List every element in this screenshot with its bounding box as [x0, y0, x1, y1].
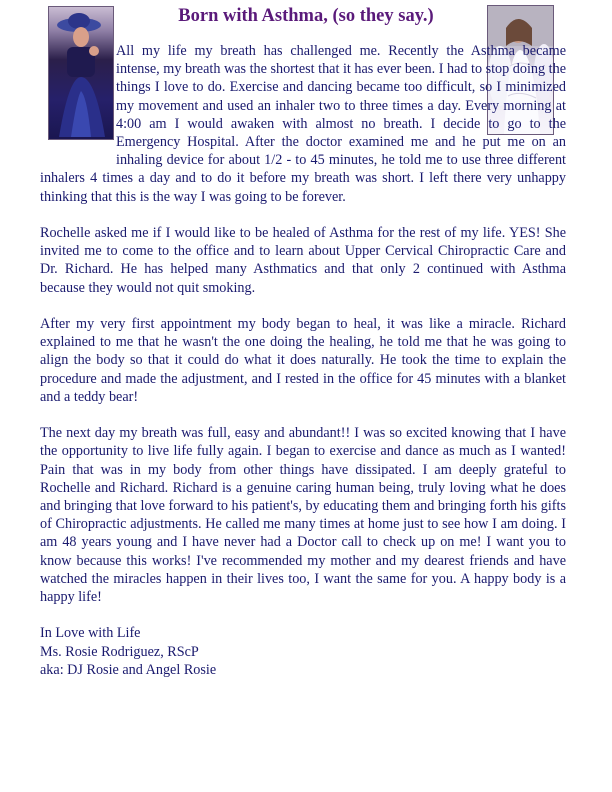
signature-aka: aka: DJ Rosie and Angel Rosie [40, 661, 217, 678]
image-wrap-space [40, 42, 116, 168]
paragraph-2: Rochelle asked me if I would like to be healed of Asthma for the rest of my life. YES! She invited me to come to the office and to learn about Upper Cervical Chiropractic Care and Dr. Richard. He has helped many Asthmatics and that only 2 continued with Asthma because they would not quit smoking. [40, 225, 566, 296]
paragraph-3: After my very first appointment my body began to heal, it was like a miracle. Richard explained to me that he wasn't the one doing the healing, he told me that he was going to align the body so that it could do what it does naturally. He took the time to explain the procedure and made the adjustment, and I rested in the office for 45 minutes with a blanket and a teddy bear! [40, 316, 566, 405]
signature-block [40, 624, 566, 679]
page-title: Born with Asthma, (so they say.) [178, 6, 434, 26]
letter-body [40, 42, 566, 679]
paragraph-4: The next day my breath was full, easy and abundant!! I was so excited knowing that I have the opportunity to live life fully again. I began to exercise and dance as much as I wanted! Pain that was in my body from other things have dissipated. I am deeply grateful to Rochelle and Richard. Richard is a genuine caring human being, truly loving what he does and bringing that love forward to his patient's, by educating them and bringing forth his gifts of Chiropractic adjustments. He called me many times at home just to see how I am doing. I am 48 years young and I have never had a Doctor call to check up on me! I want you to know because this works! I've recommended my mother and my dearest friends and have watched the miracles happen in their lives too, I want the same for you. A happy body is a happy life! [40, 425, 566, 606]
paragraph-1: All my life my breath has challenged me. Recently the Asthma became intense, my breath was the shortest that it has ever been. I had to stop doing the things I love to do. Exercise and dancing became too difficult, so I minimized my movement and used an inhaler two to three times a day. Every morning at 4:00 am I would awaken with almost no breath. I decide to go to the Emergency Hospital. After the doctor examined me and he put me on an inhaling device for about 1/2 - to 45 minutes, he told me to use three different inhalers 4 times a day and to do it before my breath was short. I left there very unhappy thinking that this is the way I was going to be forever. [40, 43, 566, 205]
signature-name: Ms. Rosie Rodriguez, RScP [40, 643, 199, 660]
signature-closing: In Love with Life [40, 625, 141, 642]
